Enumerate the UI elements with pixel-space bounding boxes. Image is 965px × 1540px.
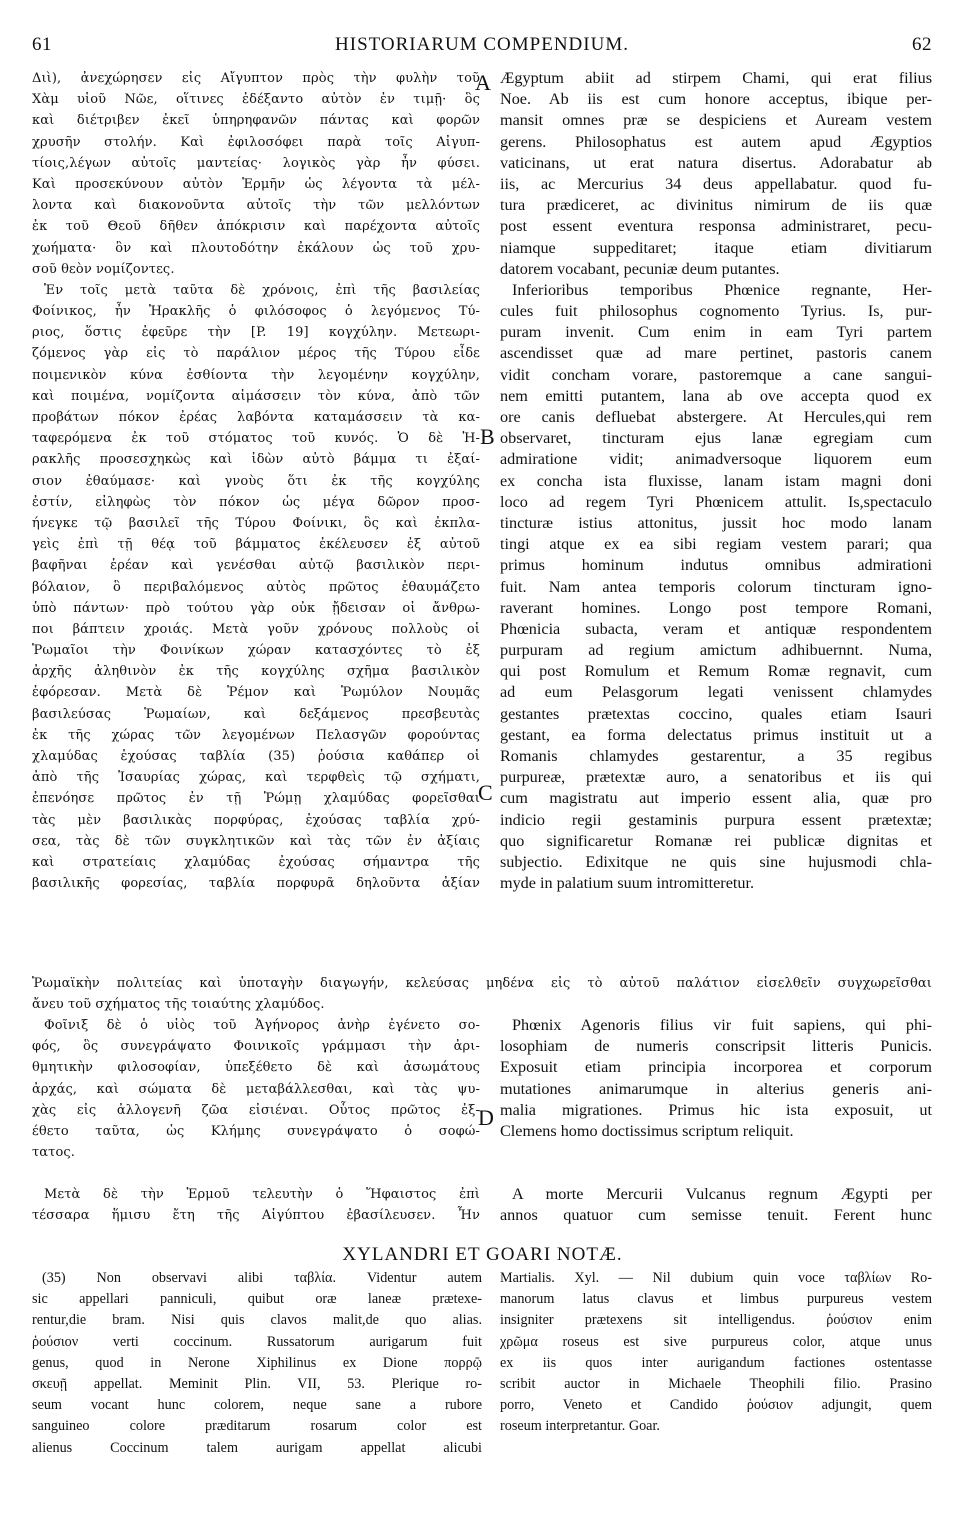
text-line: Μετὰ δὲ τὴν Ἑρμοῦ τελευτὴν ὁ Ἥφαιστος ἐπὶ bbox=[44, 1187, 480, 1202]
text-line: primus hominum indutus omnibus admirationi bbox=[500, 556, 932, 575]
text-line: gestantes prætextas coccino, quales etiam Isauri bbox=[500, 704, 932, 723]
page-number-right: 62 bbox=[912, 34, 932, 55]
text-line: Διὶ), ἀνεχώρησεν εἰς Αἴγυπτον πρὸς τὴν φυλὴν τοῦ bbox=[32, 71, 480, 86]
text-line: ἀρχῆς ἀληθινὸν ἐκ τῆς κογχύλης σχῆμα βασιλικὸν bbox=[32, 664, 480, 680]
notes-column-left bbox=[32, 1270, 482, 1461]
text-line: Καὶ προσεκύνουν αὐτὸν Ἑρμῆν ὡς λέγοντα τὰ μέλ- bbox=[32, 176, 480, 192]
text-line: tura prædiceret, ac divinitus nimirum de iis quæ bbox=[500, 196, 932, 215]
text-line: θμητικὴν φιλοσοφίαν, ὑπεξέθετο δὲ καὶ ἀσωμάτους bbox=[32, 1060, 480, 1076]
text-line: καὶ ποιμένα, νομίζοντα αἱμάσσειν τὸν κύνα, ἀπὸ τῶν bbox=[32, 388, 480, 404]
text-line: myde in palatium suum intromitteretur. bbox=[500, 874, 755, 893]
text-line: τατος. bbox=[32, 1145, 76, 1161]
text-line: post essent eventura responsa administraret, pecu- bbox=[500, 217, 932, 236]
notes-heading: XYLANDRI ET GOARI NOTÆ. bbox=[342, 1244, 623, 1265]
text-line: ήνεγκε τῷ βασιλεῖ τῆς Τύρου Φοίνικι, ὃς καὶ ἐκπλα- bbox=[32, 515, 480, 531]
text-line: χρῶμα roseus est sive purpureus color, atque unus bbox=[500, 1333, 932, 1350]
text-line: ἀπὸ τῆς Ἰσαυρίας χώρας, καὶ τερφθεὶς τῷ σχήματι, bbox=[32, 770, 480, 786]
text-line: τίοις,λέγων αὐτοῖς μαντείας· λογικὸς γὰρ ἦν φύσει. bbox=[32, 155, 480, 171]
text-line: (35) Non observavi alibi ταβλία. Videntur autem bbox=[42, 1270, 482, 1286]
text-line: porro, Veneto et Candido ῥούσιον adjungit, quem bbox=[500, 1397, 932, 1414]
section-marker-b: B bbox=[480, 424, 495, 449]
text-line: admiratione vidit; animadversoque liquorem eum bbox=[500, 450, 932, 469]
text-line: ἐπενόησε πρῶτος ἐν τῇ Ῥώμῃ χλαμύδας φορεῖσθαι bbox=[32, 791, 480, 807]
text-line: ex iis quos inter aurigandum factiones ostentasse bbox=[500, 1354, 932, 1371]
greek-column-main bbox=[32, 68, 480, 894]
text-line: cules fuit philosophus cognomento Tyrius. Is, pur- bbox=[500, 302, 932, 321]
text-line: Phœnicia subacta, veram et antiquæ respondentem bbox=[500, 619, 932, 638]
text-line: Φοῖνιξ δὲ ὁ υἱὸς τοῦ Ἀγήνορος ἀνὴρ ἐγένετο σο- bbox=[44, 1018, 480, 1033]
text-line: A morte Mercurii Vulcanus regnum Ægypti per bbox=[512, 1185, 932, 1203]
text-line: Clemens homo doctissimus scriptum reliquit. bbox=[500, 1121, 794, 1140]
text-line: mutationes animarumque in alterius generis ani- bbox=[500, 1079, 932, 1098]
text-line: nem emitti putantem, lana ab ove accepta quod ex bbox=[500, 386, 932, 405]
text-line: seum vocant hunc colorem, neque sane a rubore bbox=[32, 1397, 482, 1414]
text-line: indicio regii gestaminis purpura essent prætextæ; bbox=[500, 810, 932, 829]
text-line: χλαμύδας ἐχούσας ταβλία (35) ῥούσια καθάπερ οἱ bbox=[32, 749, 480, 765]
text-line: mansit omnes præ se despiciens et Auream vestem bbox=[500, 111, 932, 130]
text-line: ριος, ὅστις ἐφεῦρε τὴν [P. 19] κογχύλην. Μετεωρι- bbox=[32, 325, 480, 341]
text-line: loco ad regem Tyri Phœnicem attulit. Is,spectaculo bbox=[500, 492, 932, 511]
text-line: tingi atque ex ea sibi regiam vestem parari; qua bbox=[500, 535, 932, 554]
text-line: ἀρχάς, καὶ σώματα δὲ μεταβάλλεσθαι, καὶ τὰς ψυ- bbox=[32, 1081, 480, 1097]
text-line: Ῥωμαϊκὴν πολιτείας καὶ ὑποταγὴν διαγωγήν, κελεύσας μηδένα εἰς τὸ αὐτοῦ παλάτιον εἰσελθεῖν συγχωρεῖσθαι bbox=[32, 976, 932, 991]
text-line: Ἐν τοῖς μετὰ ταῦτα δὲ χρόνοις, ἐπὶ τῆς βασιλείας bbox=[44, 282, 480, 298]
text-line: Φοίνικος, ἦν Ἡρακλῆς ὁ φιλόσοφος ὁ λεγόμενος Τύ- bbox=[32, 304, 480, 320]
text-line: sic appellari panniculi, quibut oræ laneæ prætexe- bbox=[32, 1291, 482, 1308]
text-line: Exposuit etiam principia incorporea et corporum bbox=[500, 1058, 932, 1077]
text-line: ad eum Pelasgorum legati venissent chlamydes bbox=[500, 683, 932, 702]
text-line: χὰς εἰς ἀλλογενῆ ζῶα εἰσιέναι. Οὗτος πρῶτος ἐξ- bbox=[32, 1102, 480, 1118]
text-line: malia migrationes. Primus hic ista exposuit, ut bbox=[500, 1100, 932, 1119]
text-line: ποι βάπτειν χροιάς. Μετὰ γοῦν χρόνους πολλοὺς οἱ bbox=[32, 621, 480, 637]
text-line: φός, ὃς συνεγράψατο Φοινικοῖς γράμμασι τὴν ἀρι- bbox=[32, 1039, 480, 1055]
text-line: γεὶς ἐπὶ τῇ θέᾳ τοῦ βάμματος ἐκέλευσεν ἐξ αὐτοῦ bbox=[32, 537, 480, 553]
text-line: cum magistratu aut imperio essent alia, quæ pro bbox=[500, 789, 932, 808]
section-marker-d: D bbox=[478, 1105, 494, 1130]
section-marker-c: C bbox=[478, 780, 493, 805]
section-marker-a: A bbox=[475, 70, 491, 95]
text-line: tincturæ istius attonitus, jussit hoc modo lanam bbox=[500, 513, 932, 532]
text-line: Martialis. Xyl. — Nil dubium quin voce ταβλίων Ro- bbox=[500, 1270, 932, 1286]
text-line: ῥούσιον verti coccinum. Russatorum aurigarum fuit bbox=[32, 1333, 482, 1350]
text-line: βασιλικῆς φορεσίας, ταβλία πορφυρᾶ δηλοῦντα ἀξίαν bbox=[32, 876, 480, 892]
text-line: καὶ διέτριβεν ἐκεῖ ὑπηρηφανῶν πάντας καὶ φορῶν bbox=[32, 113, 480, 129]
text-line: ἄνευ τοῦ σχήματος τῆς τοιαύτης χλαμύδος. bbox=[32, 997, 325, 1013]
text-line: losophiam de numeris conscripsit litteris Punicis. bbox=[500, 1037, 932, 1056]
text-line: χρυσῆν στολήν. Καὶ ἐφιλοσόφει παρὰ τοῖς Αἰγυπ- bbox=[32, 134, 480, 150]
running-title: HISTORIARUM COMPENDIUM. bbox=[335, 34, 629, 55]
latin-paragraph-vulcan bbox=[500, 1184, 932, 1226]
text-line: purpureæ, prætextæ auro, a senatoribus et iis qui bbox=[500, 768, 932, 787]
text-line: iis, ac Mercurius 34 deus appellabatur. quod fu- bbox=[500, 174, 932, 193]
text-line: έθετο ταῦτα, ὡς Κλήμης συνεγράψατο ὁ σοφώ- bbox=[32, 1123, 480, 1139]
text-line: σκευῇ appellat. Meminit Plin. VII, 53. Plerique ro- bbox=[32, 1375, 482, 1392]
text-line: quo significaretur Romanæ rei publicæ dignitas et bbox=[500, 831, 932, 850]
text-line: χωήματα· ὃν καὶ πλουτοδότην ἐκάλουν ὡς τοῦ χρυ- bbox=[32, 240, 480, 256]
text-line: genus, quod in Nerone Xiphilinus ex Dione πορρῷ bbox=[32, 1354, 482, 1371]
text-line: Noe. Ab iis est cum honore acceptus, ibique per- bbox=[500, 90, 932, 109]
page-number-left: 61 bbox=[32, 34, 52, 55]
text-line: ταφερόμενα ἐκ τοῦ στόματος τοῦ κυνός. Ὁ δὲ Ἡ- bbox=[32, 431, 480, 447]
text-line: Ægyptum abiit ad stirpem Chami, qui erat filius bbox=[500, 69, 932, 87]
notes-column-right bbox=[500, 1270, 932, 1436]
greek-paragraph-hephaestus bbox=[32, 1184, 480, 1226]
text-line: vidit concham vorare, pastoremque a cane sangui- bbox=[500, 365, 932, 384]
text-line: Phœnix Agenoris filius vir fuit sapiens, qui phi- bbox=[512, 1016, 932, 1034]
text-line: σιον ἐθαύμασε· καὶ γνοὺς ὅτι ἐκ τῆς κογχύλης bbox=[32, 473, 480, 489]
text-line: ore canis defluebat abstergere. At Hercules,qui rem bbox=[500, 408, 932, 427]
text-line: βόλαιον, ὃ περιβαλόμενος αὐτὸς πρῶτος ἐθαυμάζετο bbox=[32, 579, 480, 595]
text-line: ποιμενικὸν κύνα ἐσθίοντα τὴν λεγομένην κογχύλην, bbox=[32, 367, 480, 383]
text-line: subjectio. Edixitque ne quis sine hujusmodi chla- bbox=[500, 852, 932, 871]
text-line: σεα, τὰς δὲ τῶν συγκλητικῶν καὶ τὰς τῶν ἐν ἀξίαις bbox=[32, 833, 480, 849]
text-line: rentur,die bram. Nisi quis clavos malit,de quo alias. bbox=[32, 1312, 482, 1329]
text-line: ἐστίν, εἰληφὼς τὸν πόκον ὡς μέγα δῶρον προσ- bbox=[32, 494, 480, 510]
text-line: sanguineo colore præditarum rosarum color est bbox=[32, 1418, 482, 1435]
text-line: datorem vocabant, pecuniæ deum putantes. bbox=[500, 259, 780, 278]
text-line: Χὰμ υἱοῦ Νῶε, οἵτινες ἐδέξαντο αὐτὸν ἐν τιμῇ· ὃς bbox=[32, 92, 480, 108]
text-line: vaticinans, ut erat natura disertus. Adorabatur ab bbox=[500, 153, 932, 172]
text-line: Romanis chlamydes gestarentur, a 35 regibus bbox=[500, 747, 932, 766]
text-line: Ῥωμαῖοι τὴν Φοινίκων χώραν κατασχόντες τὸ ἐξ bbox=[32, 643, 480, 659]
text-line: ρακλῆς προσεσχηκὼς καὶ ἰδὼν αὐτὸ βάμμα τι ἐξαί- bbox=[32, 452, 480, 468]
text-line: scribit auctor in Michaele Theophili filio. Prasino bbox=[500, 1375, 932, 1392]
text-line: manorum latus clavus et limbus purpureus vestem bbox=[500, 1291, 932, 1308]
running-header bbox=[32, 34, 932, 58]
text-line: qui post Romulum et Remum Romæ regnavit, cum bbox=[500, 662, 932, 681]
text-line: alienus Coccinum talem aurigam appellat alicubi bbox=[32, 1439, 482, 1456]
text-line: ἐκ τοῦ Θεοῦ δῆθεν ἀπόκρισιν καὶ παρέχοντα αὐτοῖς bbox=[32, 219, 480, 235]
text-line: τὰς μὲν βασιλικὰς πορφύρας, ἐχούσας ταβλία χρύ- bbox=[32, 812, 480, 828]
text-line: βαφῆναι ἐρέαν καὶ γενέσθαι αὐτῷ βασιλικὸν περι- bbox=[32, 558, 480, 574]
text-line: fuit. Nam antea temporis colorum tincturam igno- bbox=[500, 577, 932, 596]
text-line: τέσσαρα ἥμισυ ἔτη τῆς Αἰγύπτου ἐβασίλευσεν. Ἦν bbox=[32, 1208, 480, 1224]
text-line: ζόμενος γὰρ εἰς τὸ παράλιον μέρος τῆς Τύρου εἶδε bbox=[32, 346, 480, 362]
text-line: niamque suppeditaret; itaque etiam divitiarum bbox=[500, 238, 932, 257]
text-line: ἐφόρεσαν. Μετὰ δὲ Ῥέμον καὶ Ῥωμύλον Νουμᾶς bbox=[32, 685, 480, 701]
text-line: puram invenit. Cum enim in eam Tyri partem bbox=[500, 323, 932, 342]
text-line: καὶ στρατείαις χλαμύδας ἐχούσας σήμαντρα τῆς bbox=[32, 854, 480, 870]
text-line: raverant homines. Longo post tempore Romani, bbox=[500, 598, 932, 617]
greek-paragraph-phoenix bbox=[32, 1015, 480, 1163]
text-line: roseum interpretantur. Goar. bbox=[500, 1418, 660, 1435]
text-line: observaret, tincturam ejus lanæ egregiam cum bbox=[500, 429, 932, 448]
text-line: βασιλεύσας Ῥωμαίων, καὶ δεξάμενος πρεσβευτὰς bbox=[32, 706, 480, 722]
text-line: ὑπὸ πάντων· πρὸ τούτου γὰρ οὐκ ᾔδεισαν οἱ ἄνθρω- bbox=[32, 600, 480, 616]
latin-paragraph-phoenix bbox=[500, 1015, 932, 1142]
text-line: annos quatuor cum semisse tenuit. Ferent hunc bbox=[500, 1206, 932, 1225]
text-line: ascendisset quæ ad mare pertinet, pastoris canem bbox=[500, 344, 932, 363]
text-line: gestant, ea forma delectatus primus instituit ut a bbox=[500, 725, 932, 744]
text-line: ex concha ista fluxisse, lanam istam magni doni bbox=[500, 471, 932, 490]
text-line: προβάτων πόκον ἐρέας λαβόντα καταμάσσειν τὰ κα- bbox=[32, 410, 480, 426]
greek-full-width-lines bbox=[32, 973, 932, 1015]
text-line: purpuram ad regium amictum adhibuernnt. Numa, bbox=[500, 641, 932, 660]
latin-column-main bbox=[500, 68, 932, 894]
text-line: λοντα καὶ διακονοῦντα αὐτοῖς τὴν τῶν μελλόντων bbox=[32, 198, 480, 214]
text-line: Inferioribus temporibus Phœnice regnante, Her- bbox=[512, 280, 932, 299]
text-line: insigniter prætexens sit intelligendus. ῥούσιον enim bbox=[500, 1312, 932, 1329]
text-line: gerens. Philosophatus est autem apud Ægyptios bbox=[500, 132, 932, 151]
text-line: σοῦ θεὸν νομίζοντες. bbox=[32, 261, 175, 277]
text-line: ἐκ τῆς χώρας τῶν λεγομένων Πελασγῶν φορούντας bbox=[32, 727, 480, 743]
